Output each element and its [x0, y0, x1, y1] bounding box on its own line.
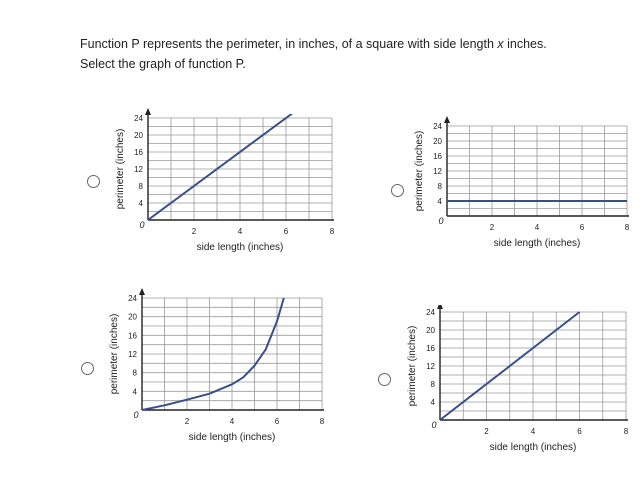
- y-tick-label: 20: [433, 137, 442, 146]
- y-tick-label: 16: [128, 331, 137, 341]
- x-tick-label: 2: [484, 427, 489, 436]
- x-tick-label: 4: [229, 417, 235, 426]
- y-tick-label: 4: [132, 387, 137, 397]
- y-axis-arrow: [139, 288, 145, 295]
- x-axis-label: side length (inches): [188, 432, 276, 443]
- x-tick-label: 2: [191, 227, 197, 236]
- question-instruction: Select the graph of function P.: [80, 57, 246, 71]
- x-axis-label: side length (inches): [196, 242, 284, 253]
- y-axis-label: perimeter (inches): [407, 325, 418, 407]
- y-tick-label: 24: [128, 294, 137, 303]
- y-tick-label: 12: [128, 350, 137, 359]
- origin-label: 0: [438, 216, 444, 226]
- x-tick-label: 2: [489, 223, 495, 232]
- graph-option-d[interactable]: [400, 305, 635, 475]
- question-text: Function P represents the perimeter, in inches, of a square with side length x inches.: [80, 37, 547, 51]
- graph-option-c[interactable]: [100, 285, 335, 455]
- y-axis-arrow: [145, 108, 151, 115]
- series-line: [148, 113, 293, 220]
- x-tick-label: 4: [530, 427, 536, 436]
- y-tick-label: 4: [138, 199, 143, 208]
- y-tick-label: 20: [134, 131, 143, 140]
- graph-option-b[interactable]: [405, 110, 635, 275]
- y-tick-label: 4: [430, 398, 435, 407]
- x-tick-label: 8: [623, 427, 629, 436]
- radio-option-d[interactable]: [378, 373, 391, 386]
- y-tick-label: 24: [433, 122, 442, 131]
- y-tick-label: 4: [437, 197, 442, 206]
- y-tick-label: 12: [433, 167, 442, 176]
- x-axis-label: side length (inches): [489, 442, 577, 453]
- x-tick-label: 2: [184, 417, 190, 426]
- x-tick-label: 4: [237, 227, 243, 236]
- x-tick-label: 8: [329, 227, 335, 236]
- radio-option-b[interactable]: [391, 184, 404, 197]
- y-axis-label: perimeter (inches): [414, 130, 425, 212]
- y-axis-arrow: [444, 116, 450, 123]
- x-tick-label: 6: [274, 417, 280, 426]
- y-tick-label: 16: [426, 344, 435, 353]
- y-tick-label: 8: [430, 380, 435, 389]
- y-tick-label: 16: [134, 148, 143, 157]
- y-tick-label: 24: [426, 308, 435, 317]
- y-tick-label: 24: [134, 114, 143, 123]
- y-tick-label: 8: [437, 182, 442, 191]
- radio-option-c[interactable]: [81, 362, 94, 375]
- y-tick-label: 16: [433, 152, 442, 161]
- x-tick-label: 8: [319, 417, 325, 426]
- radio-option-a[interactable]: [87, 175, 100, 188]
- y-axis-label: perimeter (inches): [109, 313, 120, 395]
- x-axis-label: side length (inches): [493, 238, 581, 249]
- origin-label: 0: [139, 220, 145, 230]
- y-axis-label: perimeter (inches): [115, 128, 126, 210]
- origin-label: 0: [431, 420, 437, 430]
- x-tick-label: 6: [577, 427, 582, 436]
- x-tick-label: 4: [534, 223, 540, 232]
- y-tick-label: 8: [132, 368, 137, 378]
- x-tick-label: 6: [579, 223, 585, 232]
- variable-x: x: [497, 37, 504, 51]
- graph-option-a[interactable]: [100, 102, 340, 272]
- x-tick-label: 8: [624, 223, 630, 232]
- y-tick-label: 12: [426, 362, 435, 371]
- origin-label: 0: [133, 410, 139, 420]
- y-tick-label: 20: [426, 326, 435, 335]
- y-axis-arrow: [437, 305, 443, 309]
- x-tick-label: 6: [283, 227, 289, 236]
- y-tick-label: 20: [128, 312, 137, 322]
- y-tick-label: 12: [134, 165, 143, 174]
- y-tick-label: 8: [138, 182, 143, 191]
